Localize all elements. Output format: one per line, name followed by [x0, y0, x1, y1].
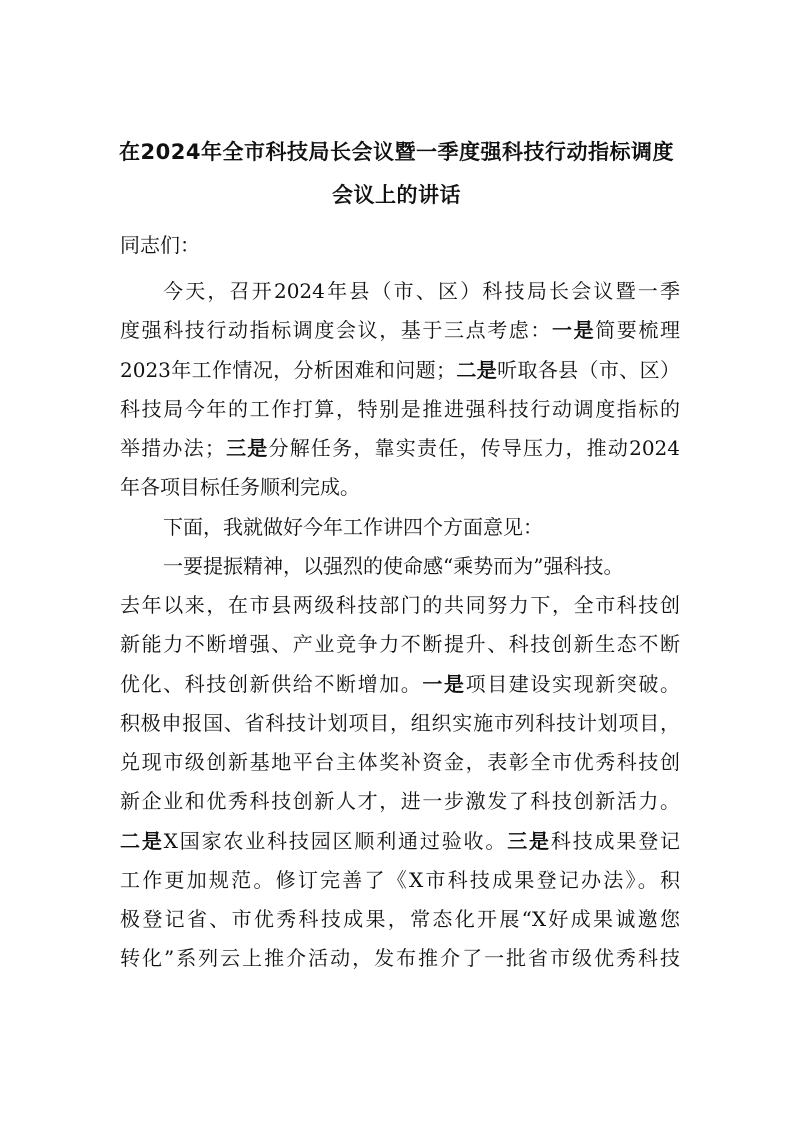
- body-text: 转化”系列云上推介活动，发布推介了一批省市级优秀科技: [120, 946, 680, 970]
- body-text: 新企业和优秀科技创新人才，进一步激发了科技创新活力。: [120, 789, 680, 813]
- body-line: [120, 553, 680, 579]
- body-text: 积极申报国、省科技计划项目，组织实施市列科技计划项目，: [120, 711, 680, 735]
- body-line: [120, 828, 680, 854]
- emphasis-text: 一是: [552, 318, 596, 342]
- body-text: 举措办法；: [120, 436, 225, 460]
- body-text: 项目建设实现新突破。: [465, 672, 680, 696]
- body-line: [120, 396, 680, 422]
- body-line: [120, 945, 680, 971]
- body-text: 极登记省、市优秀科技成果，常态化开展“X好成果诚邀您: [120, 907, 680, 931]
- body-line: [120, 631, 680, 657]
- body-text: X国家农业科技园区顺利通过验收。: [163, 829, 508, 853]
- document-title-line-1: 在2024年全市科技局长会议暨一季度强科技行动指标调度: [119, 140, 674, 164]
- body-text: 兑现市级创新基地平台主体奖补资金，表彰全市优秀科技创: [120, 750, 680, 774]
- body-line: [120, 710, 680, 736]
- body-text: 科技局今年的工作打算，特别是推进强科技行动调度指标的: [120, 397, 680, 421]
- body-line: [120, 317, 680, 343]
- body-line: [120, 278, 680, 304]
- body-text: 新能力不断增强、产业竞争力不断提升、科技创新生态不断: [120, 632, 680, 656]
- body-line: [120, 671, 680, 697]
- body-text: 下面，我就做好今年工作讲四个方面意见：: [163, 515, 543, 539]
- body-line: [120, 867, 680, 893]
- body-line: [120, 357, 680, 383]
- body-line: [120, 788, 680, 814]
- emphasis-text: 一是: [422, 672, 466, 696]
- body-text: 今天，召开2024年县（市、区）科技局长会议暨一季: [163, 279, 680, 303]
- emphasis-text: 二是: [456, 358, 498, 382]
- body-line: [120, 749, 680, 775]
- body-text: 优化、科技创新供给不断增加。: [120, 672, 423, 696]
- body-line: [120, 906, 680, 932]
- body-text: 年各项目标任务顺利完成。: [120, 475, 360, 499]
- body-text: 工作更加规范。修订完善了《X市科技成果登记办法》。积: [120, 868, 680, 892]
- body-text: 听取各县（市、区）: [497, 358, 680, 382]
- body-text: 2023年工作情况，分析困难和问题；: [120, 358, 456, 382]
- body-text: 分解任务，靠实责任，传导压力，推动2024: [268, 436, 680, 460]
- emphasis-text: 三是: [224, 436, 269, 460]
- body-text: 简要梳理: [595, 318, 680, 342]
- body-text: 科技成果登记: [550, 829, 680, 853]
- emphasis-text: 二是: [120, 829, 164, 853]
- body-line: [120, 435, 680, 461]
- body-line: [120, 592, 680, 618]
- body-line: [120, 474, 680, 500]
- emphasis-text: 三是: [507, 829, 551, 853]
- body-text: 度强科技行动指标调度会议，基于三点考虑：: [120, 318, 552, 342]
- body-text: 去年以来，在市县两级科技部门的共同努力下，全市科技创: [120, 593, 680, 617]
- body-text: 一要提振精神，以强烈的使命感“乘势而为”强科技。: [163, 554, 624, 578]
- salutation: 同志们：: [120, 233, 200, 257]
- document-title-line-2: 会议上的讲话: [332, 183, 461, 207]
- body-line: [120, 514, 680, 540]
